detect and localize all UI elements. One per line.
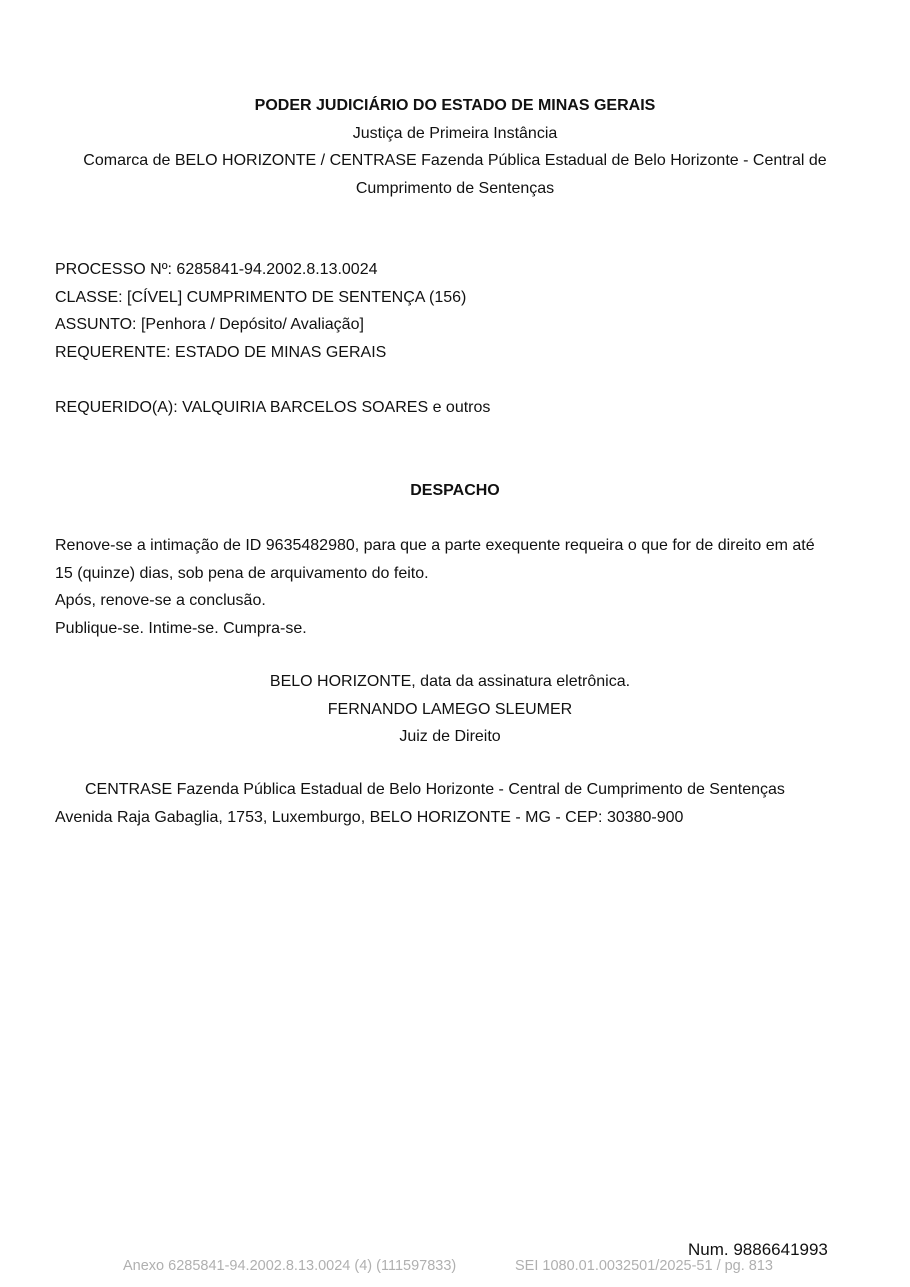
spacer	[55, 366, 875, 394]
case-class: CLASSE: [CÍVEL] CUMPRIMENTO DE SENTENÇA (156)	[55, 288, 467, 306]
signature-place-date: BELO HORIZONTE, data da assinatura eletrônica.	[269, 673, 631, 690]
document-body	[55, 532, 865, 642]
case-subject: ASSUNTO: [Penhora / Depósito/ Avaliação]	[55, 316, 364, 333]
case-defendant: REQUERIDO(A): VALQUIRIA BARCELOS SOARES e outros	[55, 398, 491, 416]
case-metadata	[55, 256, 875, 421]
signature-block	[0, 668, 900, 751]
court-comarca-line1: Comarca de BELO HORIZONTE / CENTRASE Fazenda Pública Estadual de Belo Horizonte - Central de	[83, 152, 827, 169]
document-header	[40, 92, 870, 202]
address-line-1: CENTRASE Fazenda Pública Estadual de Belo Horizonte - Central de Cumprimento de Sentenças	[85, 781, 785, 798]
footer-annex: Anexo 6285841-94.2002.8.13.0024 (4) (111597833)	[123, 1258, 457, 1274]
document-number: Num. 9886641993	[688, 1240, 828, 1259]
body-paragraph-1-line-2: 15 (quinze) dias, sob pena de arquivamento do feito.	[55, 564, 429, 582]
document-title: DESPACHO	[410, 482, 500, 499]
body-paragraph-1-line-1: Renove-se a intimação de ID 9635482980, para que a parte exequente requeira o que for de direito em até	[55, 537, 815, 554]
body-paragraph-2: Após, renove-se a conclusão.	[55, 592, 266, 609]
court-name: PODER JUDICIÁRIO DO ESTADO DE MINAS GERAIS	[254, 97, 656, 114]
address-line-2: Avenida Raja Gabaglia, 1753, Luxemburgo, BELO HORIZONTE - MG - CEP: 30380-900	[55, 808, 684, 826]
case-number: PROCESSO Nº: 6285841-94.2002.8.13.0024	[55, 261, 378, 278]
footer-sei-reference: SEI 1080.01.0032501/2025-51 / pg. 813	[515, 1258, 773, 1274]
judge-title: Juiz de Direito	[399, 728, 501, 745]
court-address	[55, 776, 875, 831]
judge-name: FERNANDO LAMEGO SLEUMER	[327, 700, 573, 718]
court-instance: Justiça de Primeira Instância	[352, 124, 558, 142]
court-comarca-line2: Cumprimento de Sentenças	[355, 179, 555, 197]
body-paragraph-3: Publique-se. Intime-se. Cumpra-se.	[55, 619, 307, 637]
case-plaintiff: REQUERENTE: ESTADO DE MINAS GERAIS	[55, 343, 387, 361]
